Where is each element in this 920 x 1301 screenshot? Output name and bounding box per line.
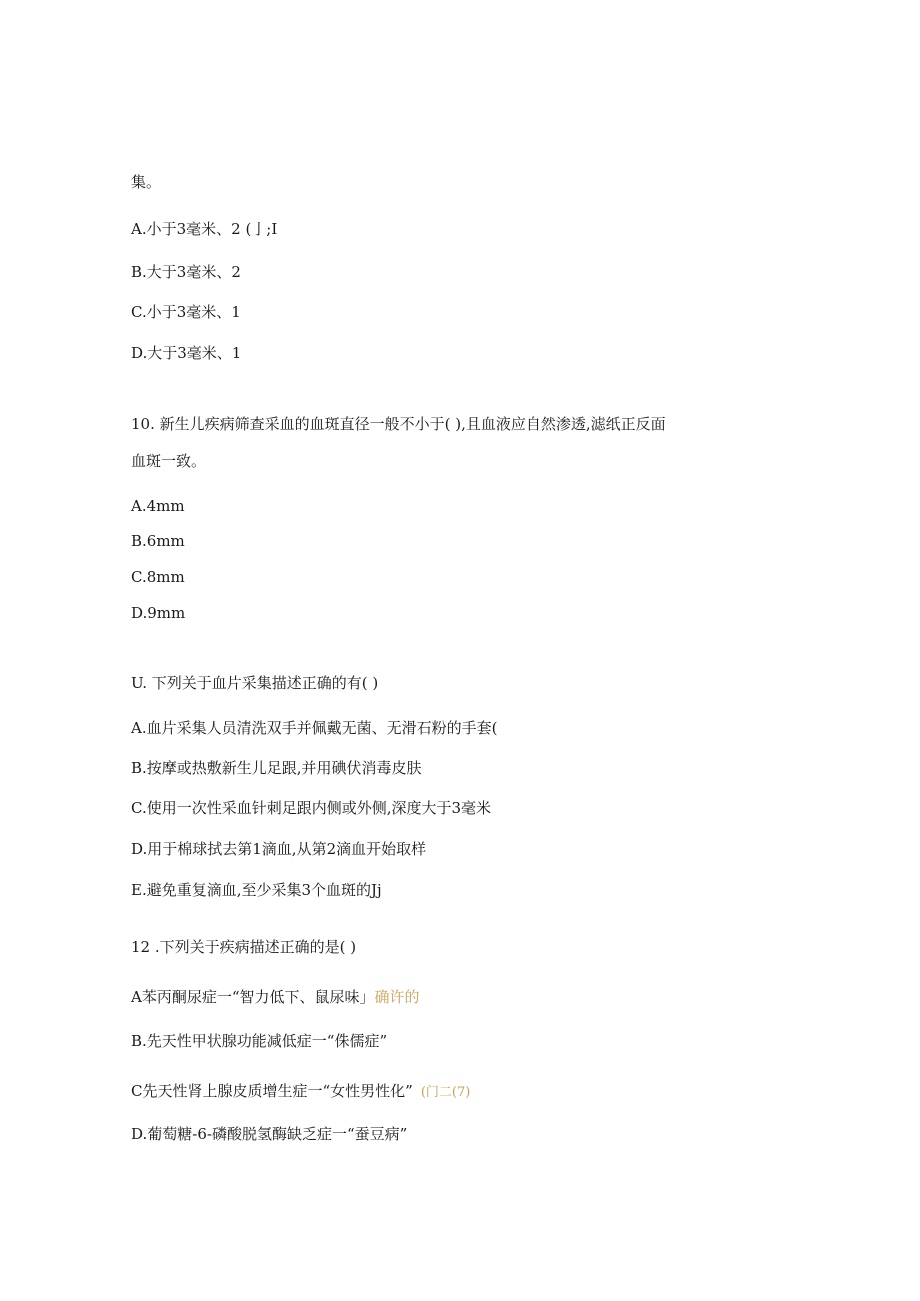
- q12-option-b: [131, 1031, 387, 1051]
- q11-option-e: E.避免重复滴血,至少采集3个血斑的Jj: [131, 881, 382, 899]
- q9-stem-tail: 集。: [131, 173, 162, 191]
- q10-stem-line2: 血斑一致。: [131, 452, 207, 470]
- q12-option-d-text: D.葡萄糖-6-磷酸脱氢酶缺乏症一“蚕豆病”: [131, 1125, 408, 1143]
- q10-option-b: B.6mm: [131, 532, 185, 550]
- q12-option-c: [131, 1081, 470, 1103]
- q10-option-a: A.4mm: [131, 497, 185, 515]
- q12-option-b-text: B.先天性甲状腺功能减低症一“侏儒症”: [131, 1032, 388, 1050]
- q12-option-c-handwritten-note: (门二(7): [420, 1085, 471, 1100]
- q10-stem-line1: 10. 新生儿疾病筛查采血的血斑直径一般不小于( ),且血液应自然渗透,滤纸正反面: [131, 415, 666, 433]
- q9-option-d: D.大于3毫米、1: [131, 344, 242, 362]
- q10-option-d: D.9mm: [131, 604, 186, 622]
- q12-option-a: [131, 987, 420, 1007]
- q11-option-d: D.用于棉球拭去第1滴血,从第2滴血开始取样: [131, 840, 427, 858]
- q11-stem: U. 下列关于血片采集描述正确的有( ): [131, 674, 379, 692]
- q11-option-b: B.按摩或热敷新生儿足跟,并用碘伏消毒皮肤: [131, 759, 422, 777]
- q12-option-c-text: C先天性肾上腺皮质增生症一“女性男性化”: [131, 1082, 413, 1100]
- q12-option-a-handwritten-note: 确许的: [374, 988, 420, 1006]
- q9-option-b: B.大于3毫米、2: [131, 263, 241, 281]
- q12-stem: 12 .下列关于疾病描述正确的是( ): [131, 938, 357, 956]
- q12-option-d: [131, 1124, 407, 1144]
- q9-option-c: C.小于3毫米、1: [131, 303, 241, 321]
- q9-option-a: A.小于3毫米、2 (亅;I: [131, 220, 278, 238]
- q11-option-c: C.使用一次性采血针刺足跟内侧或外侧,深度大于3毫米: [131, 799, 492, 817]
- q10-option-c: C.8mm: [131, 568, 185, 586]
- q11-option-a: A.血片采集人员清洗双手并佩戴无菌、无滑石粉的手套(: [131, 719, 498, 737]
- q12-option-a-text: A苯丙酮尿症一“智力低下、鼠尿味」: [131, 988, 375, 1006]
